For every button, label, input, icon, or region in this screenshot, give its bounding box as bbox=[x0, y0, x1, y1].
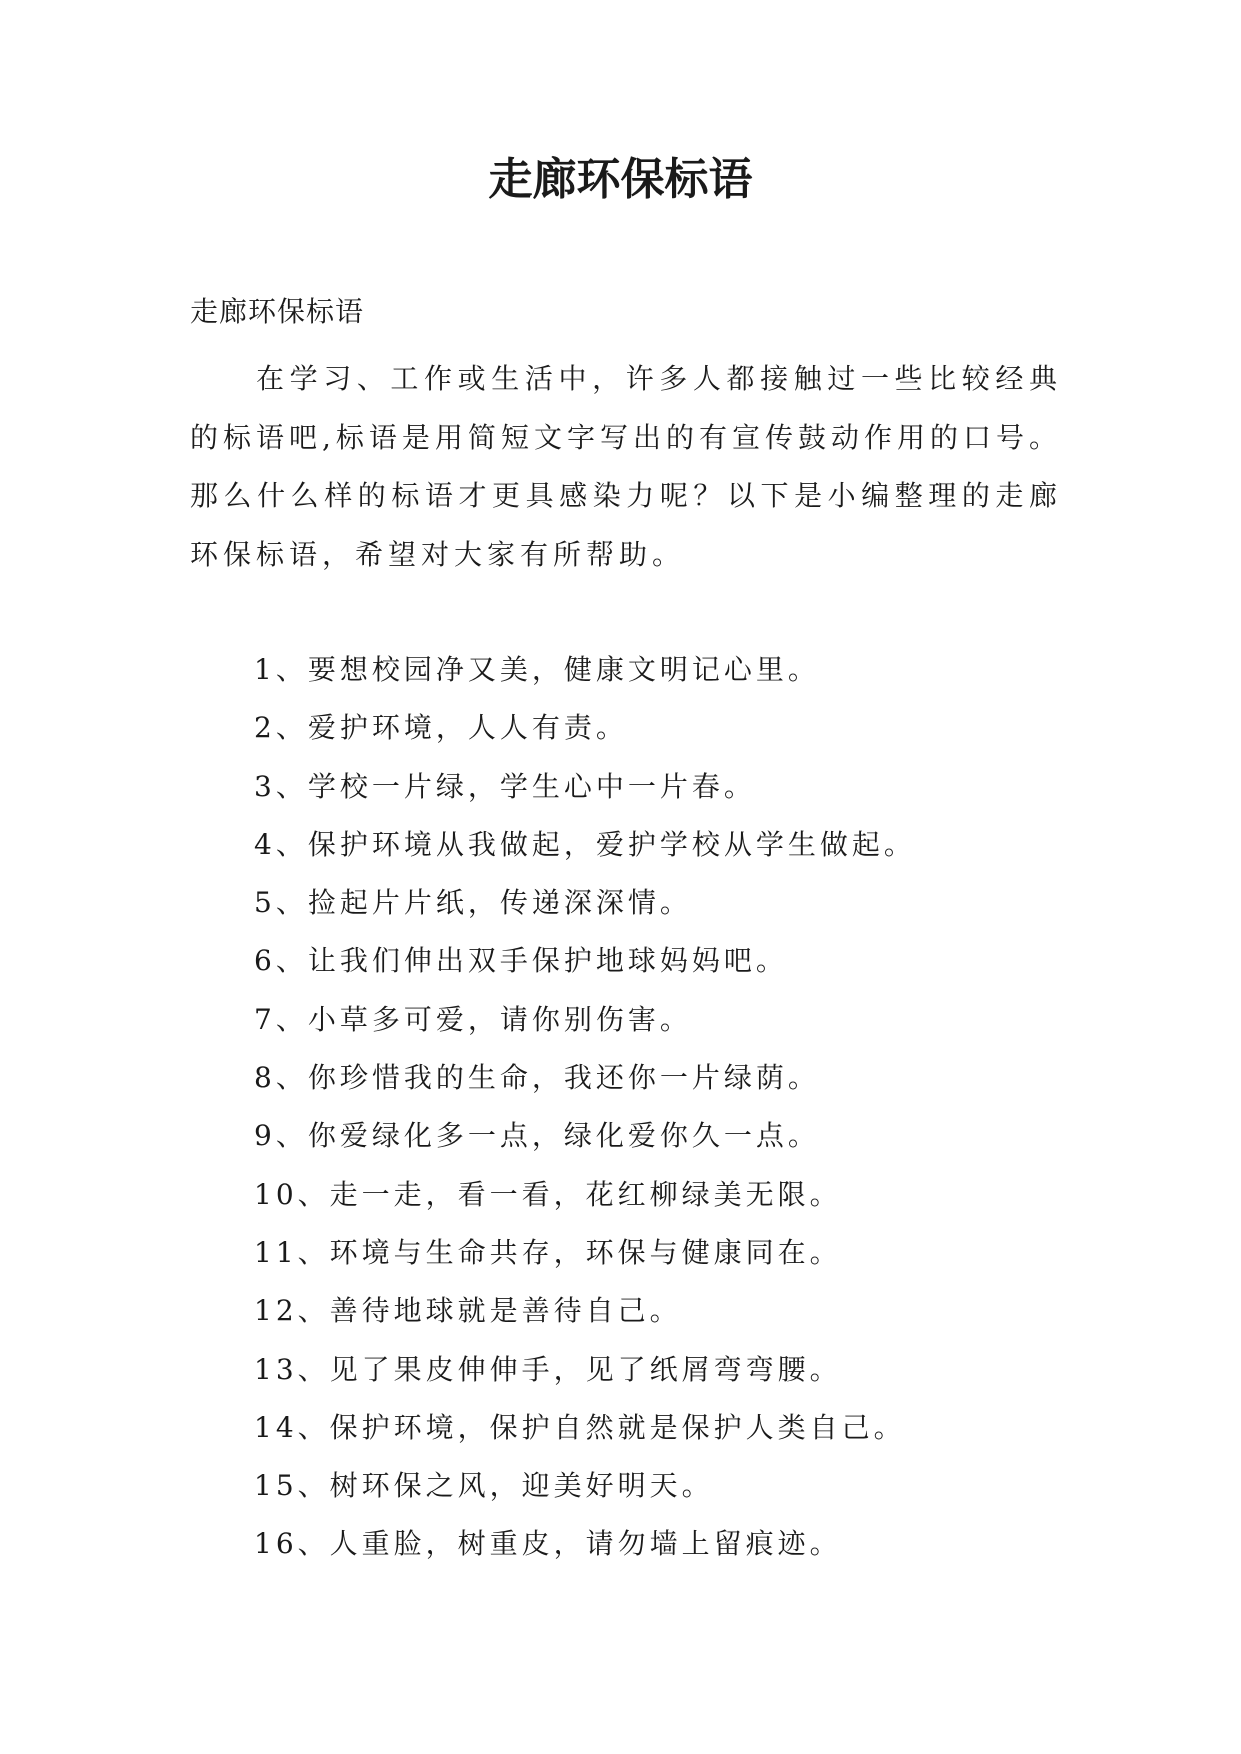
slogan-item: 4、保护环境从我做起，爱护学校从学生做起。 bbox=[254, 827, 916, 861]
slogan-item: 3、学校一片绿，学生心中一片春。 bbox=[254, 769, 756, 803]
intro-paragraph: 在学习、工作或生活中，许多人都接触过一些比较经典的标语吧,标语是用简短文字写出的有宣传鼓动作用的口号。那么什么样的标语才更具感染力呢？以下是小编整理的走廊环保标语，希望对大家有所帮助。 bbox=[190, 362, 1062, 571]
slogan-item: 11、环境与生命共存，环保与健康同在。 bbox=[254, 1235, 842, 1269]
slogan-item: 6、让我们伸出双手保护地球妈妈吧。 bbox=[254, 944, 788, 978]
slogan-item: 13、见了果皮伸伸手，见了纸屑弯弯腰。 bbox=[254, 1352, 842, 1386]
document-subtitle: 走廊环保标语 bbox=[190, 295, 365, 328]
slogan-item: 5、捡起片片纸，传递深深情。 bbox=[254, 886, 692, 920]
slogan-item: 1、要想校园净又美，健康文明记心里。 bbox=[254, 653, 820, 686]
slogan-list bbox=[254, 641, 916, 1574]
document-title: 走廊环保标语 bbox=[488, 154, 753, 205]
slogan-item: 12、善待地球就是善待自己。 bbox=[254, 1294, 682, 1328]
slogan-item: 8、你珍惜我的生命，我还你一片绿荫。 bbox=[254, 1061, 820, 1095]
slogan-item: 10、走一走，看一看，花红柳绿美无限。 bbox=[254, 1177, 842, 1211]
slogan-item: 15、树环保之风，迎美好明天。 bbox=[254, 1469, 714, 1503]
slogan-item: 16、人重脸，树重皮，请勿墙上留痕迹。 bbox=[254, 1527, 842, 1561]
slogan-item: 14、保护环境，保护自然就是保护人类自己。 bbox=[254, 1410, 906, 1444]
slogan-item: 2、爱护环境，人人有责。 bbox=[254, 711, 628, 745]
slogan-item: 7、小草多可爱，请你别伤害。 bbox=[254, 1002, 692, 1036]
slogan-item: 9、你爱绿化多一点，绿化爱你久一点。 bbox=[254, 1119, 820, 1153]
